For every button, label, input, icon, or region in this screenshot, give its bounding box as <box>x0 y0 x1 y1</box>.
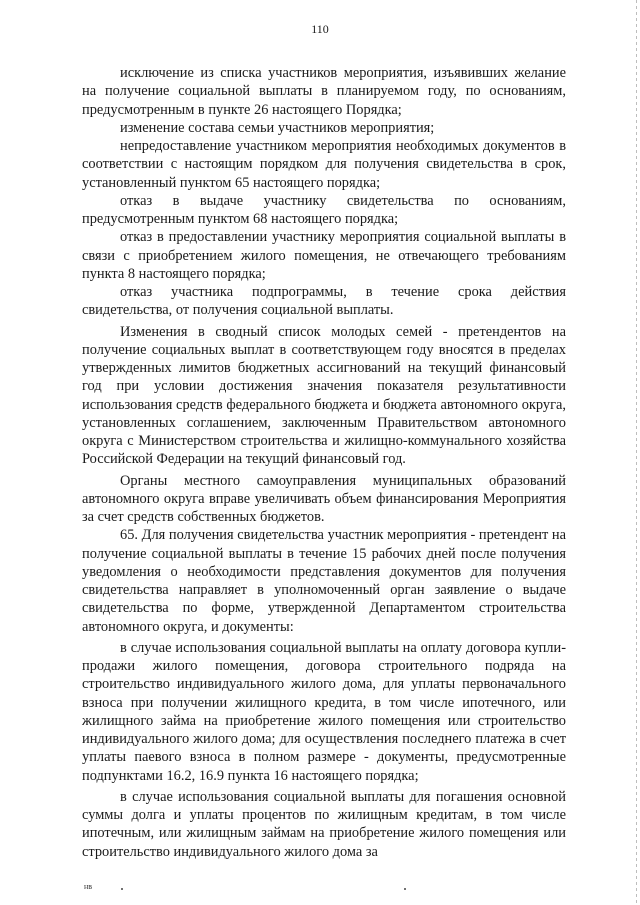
paragraph-item-65: 65. Для получения свидетельства участник мероприятия - претендент на получение социальной выплаты в течение 15 рабочих дней после получения уведомления о необходимости представления документов для получения свидетельства направляет в уполномоченный орган заявление о выдаче свидетельства по форме, утвержденной Департаментом строительства автономного округа, и документы: <box>82 527 566 635</box>
paragraph-exclusion: исключение из списка участников мероприятия, изъявивших желание на получение социальной выплаты в планируемом году, по основаниям, предусмотренным в пункте 26 настоящего Порядка; <box>82 65 566 118</box>
paragraph-documents-not-provided: непредоставление участником мероприятия необходимых документов в соответствии с настоящим порядком для получения свидетельства в срок, установленный пунктом 65 настоящего порядка; <box>82 138 566 191</box>
paragraph-refusal-certificate: отказ в выдаче участнику свидетельства по основаниям, предусмотренным пунктом 68 настоящего порядка; <box>82 192 566 227</box>
document-body <box>82 64 566 861</box>
paragraph-refusal-payment: отказ в предоставлении участнику мероприятия социальной выплаты в связи с приобретением жилого помещения, не отвечающего требованиям пункта 8 настоящего порядка; <box>82 229 566 282</box>
footer-code: нв <box>84 882 93 891</box>
paragraph-family-change: изменение состава семьи участников мероприятия; <box>120 119 435 136</box>
page-edge-scan-border <box>636 0 637 905</box>
paragraph-local-authorities: Органы местного самоуправления муниципальных образований автономного округа вправе увеличивать объем финансирования Мероприятия за счет средств собственных бюджетов. <box>82 472 566 525</box>
paragraph-list-changes: Изменения в сводный список молодых семей - претендентов на получение социальных выплат в соответствующем году вносятся в пределах утвержденных лимитов бюджетных ассигнований на текущий финансовый год при условии достижения значения показателя результативности использования средств федерального бюджета и бюджета автономного округа, установленных соглашением, заключенным Правительством автономного округа с Министерством строительства и жилищно-коммунального хозяйства Российской Федерации на текущий финансовый год. <box>82 323 566 468</box>
paragraph-purchase-case: в случае использования социальной выплаты на оплату договора купли-продажи жилого помещения, договора строительного подряда на строительство индивидуального жилого дома, для уплаты первоначального взноса при получении жилищного кредита, в том числе ипотечного, или жилищного займа на приобретение жилого помещения или строительство индивидуального жилого дома; для осуществления последнего платежа в счет уплаты паевого взноса в полном размере - документы, предусмотренные подпунктами 16.2, 16.9 пункта 16 настоящего порядка; <box>82 639 566 784</box>
scan-dot <box>404 888 406 890</box>
paragraph-loan-repayment-case: в случае использования социальной выплаты для погашения основной суммы долга и уплаты процентов по жилищным кредитам, в том числе ипотечным, или жилищным займам на приобретение жилого помещения или строительство индивидуального жилого дома за <box>82 788 566 860</box>
paragraph-participant-refusal: отказ участника подпрограммы, в течение срока действия свидетельства, от получения социальной выплаты. <box>82 284 566 319</box>
page-number: 110 <box>311 22 329 36</box>
scan-dot <box>121 888 123 890</box>
